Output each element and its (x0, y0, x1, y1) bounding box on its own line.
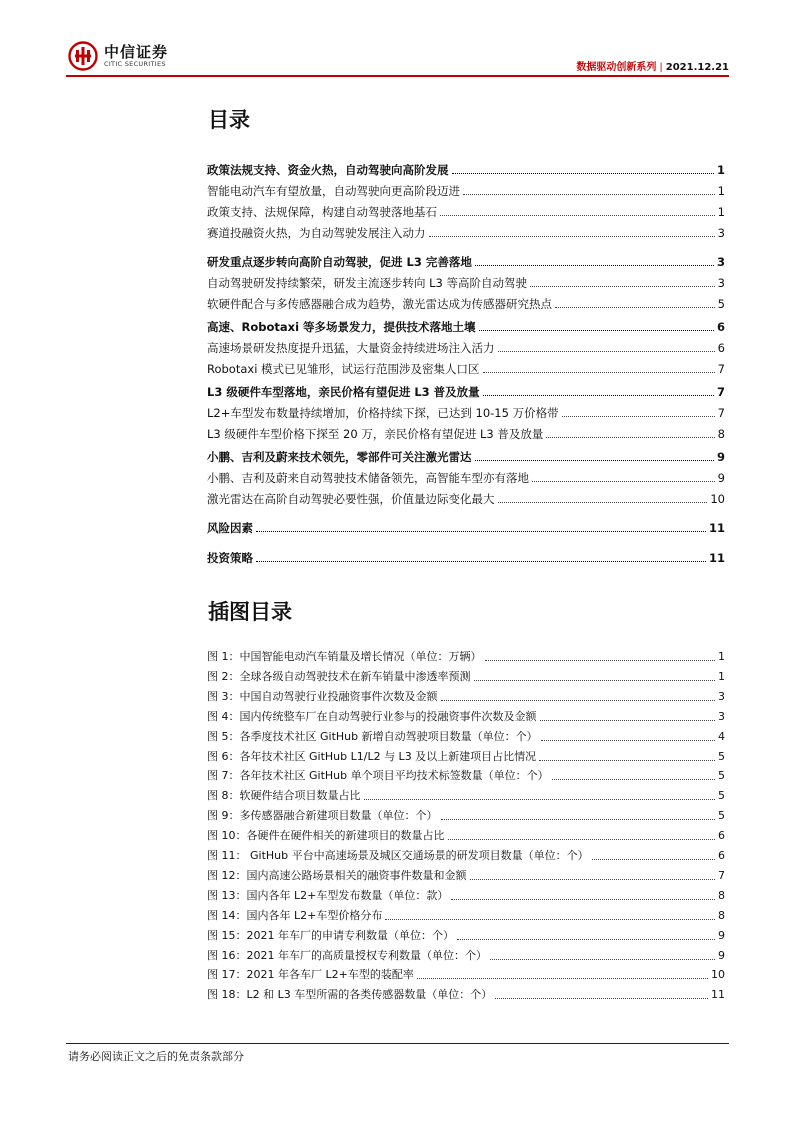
figure-entry-label: 图 15：2021 年车厂的申请专利数量（单位：个） (207, 928, 454, 942)
figure-entry-page-number: 6 (718, 829, 725, 843)
dot-leader (483, 395, 714, 396)
toc-subsection-label: 赛道投融资火热，为自动驾驶发展注入动力 (207, 226, 426, 240)
dot-leader (475, 265, 714, 266)
toc-section-label: 小鹏、吉利及蔚来技术领先，零部件可关注激光雷达 (207, 450, 472, 464)
figures-title: 插图目录 (208, 600, 292, 624)
toc-subsection[interactable] (207, 426, 725, 442)
figure-entry[interactable] (207, 709, 725, 725)
figure-entry[interactable] (207, 908, 725, 924)
toc-section-label: 研发重点逐步转向高阶自动驾驶，促进 L3 完善落地 (207, 255, 472, 269)
toc-section[interactable] (207, 254, 725, 270)
toc-subsection-label: 智能电动汽车有望放量，自动驾驶向更高阶段迈进 (207, 184, 460, 198)
dot-leader (448, 839, 716, 840)
toc-subsection-page-number: 7 (717, 362, 725, 376)
figure-entry[interactable] (207, 928, 725, 944)
figure-entry-page-number: 5 (718, 749, 725, 763)
dot-leader (256, 531, 706, 532)
dot-leader (429, 236, 715, 237)
dot-leader (498, 351, 715, 352)
toc-subsection-page-number: 1 (717, 184, 725, 198)
citic-logo-icon (68, 41, 98, 71)
dot-leader (555, 307, 715, 308)
figure-entry-page-number: 8 (718, 908, 725, 922)
toc-subsection-label: 软硬件配合与多传感器融合成为趋势，激光雷达成为传感器研究热点 (207, 297, 552, 311)
dot-leader (498, 502, 708, 503)
toc-section[interactable] (207, 520, 725, 536)
figure-entry-page-number: 1 (718, 650, 725, 663)
dot-leader (441, 700, 716, 701)
toc-subsection[interactable] (207, 470, 725, 486)
dot-leader (541, 740, 715, 741)
page-header (0, 0, 793, 80)
figure-entry[interactable] (207, 987, 725, 1003)
figure-entry-label: 图 5：各季度技术社区 GitHub 新增自动驾驶项目数量（单位：个） (207, 729, 538, 743)
figure-entry-page-number: 1 (718, 669, 725, 683)
figure-entry-label: 图 7：各年技术社区 GitHub 单个项目平均技术标签数量（单位：个） (207, 769, 549, 783)
figure-entry[interactable] (207, 888, 725, 904)
figure-entry[interactable] (207, 948, 725, 964)
footer-disclaimer: 请务必阅读正文之后的免责条款部分 (68, 1050, 244, 1063)
figure-entry-label: 图 13：国内各年 L2+车型发布数量（单位：款） (207, 888, 449, 902)
figure-entry[interactable] (207, 649, 725, 665)
dot-leader (592, 859, 715, 860)
toc-subsection-label: L2+车型发布数量持续增加，价格持续下探，已达到 10-15 万价格带 (207, 406, 559, 420)
dot-leader (475, 460, 714, 461)
figure-entry-label: 图 1：中国智能电动汽车销量及增长情况（单位：万辆） (207, 650, 482, 663)
dot-leader (490, 959, 715, 960)
figure-entry-label: 图 16：2021 年车厂的高质量授权专利数量（单位：个） (207, 948, 487, 962)
toc-subsection-page-number: 7 (717, 406, 725, 420)
toc-subsection-page-number: 3 (717, 276, 725, 290)
toc-subsection[interactable] (207, 204, 725, 220)
figure-entry[interactable] (207, 808, 725, 824)
figure-entry-page-number: 3 (718, 689, 725, 703)
figure-entry[interactable] (207, 967, 725, 983)
toc-subsection-label: L3 级硬件车型价格下探至 20 万，亲民价格有望促进 L3 普及放量 (207, 427, 544, 441)
dot-leader (441, 819, 716, 820)
figure-entry[interactable] (207, 848, 725, 864)
figure-entry-page-number: 7 (718, 868, 725, 882)
toc-subsection[interactable] (207, 361, 725, 377)
figure-entry-page-number: 9 (718, 928, 725, 942)
toc-subsection[interactable] (207, 183, 725, 199)
toc-section[interactable] (207, 162, 725, 178)
toc-subsection[interactable] (207, 405, 725, 421)
toc-section-page-number: 6 (716, 320, 725, 334)
toc-subsection-label: 自动驾驶研发持续繁荣，研发主流逐步转向 L3 等高阶自动驾驶 (207, 276, 528, 290)
figure-entry-label: 图 9：多传感器融合新建项目数量（单位：个） (207, 809, 438, 823)
dot-leader (385, 919, 715, 920)
toc-section-page-number: 11 (708, 521, 725, 535)
figure-entry-page-number: 9 (718, 948, 725, 962)
toc-subsection[interactable] (207, 296, 725, 312)
figure-entry-label: 图 14：国内各年 L2+车型价格分布 (207, 908, 383, 922)
toc-subsection-page-number: 10 (710, 492, 725, 506)
dot-leader (457, 939, 715, 940)
figure-entry[interactable] (207, 868, 725, 884)
toc-subsection-page-number: 6 (717, 341, 725, 355)
toc-subsection[interactable] (207, 491, 725, 507)
dot-leader (417, 978, 708, 979)
report-series (576, 58, 729, 73)
figure-entry[interactable] (207, 729, 725, 745)
series-name: 数据驱动创新系列 (576, 62, 657, 73)
dot-leader (451, 899, 715, 900)
dot-leader (530, 286, 715, 287)
toc-section-label: L3 级硬件车型落地，亲民价格有望促进 L3 普及放量 (207, 385, 480, 399)
citic-logo (68, 40, 168, 72)
dot-leader (562, 416, 715, 417)
toc-section-page-number: 1 (716, 163, 725, 177)
toc-subsection-label: 激光雷达在高阶自动驾驶必要性强，价值量边际变化最大 (207, 492, 495, 506)
figure-entry-label: 图 6：各年技术社区 GitHub L1/L2 与 L3 及以上新建项目占比情况 (207, 749, 537, 763)
figure-entry-page-number: 11 (711, 988, 725, 1002)
toc-subsection-label: Robotaxi 模式已见雏形，试运行范围涉及密集人口区 (207, 362, 480, 376)
dot-leader (483, 372, 715, 373)
figure-entry[interactable] (207, 689, 725, 705)
footer-divider (66, 1043, 729, 1044)
figure-entry-label: 图 11： GitHub 平台中高速场景及城区交通场景的研发项目数量（单位：个） (207, 849, 589, 862)
logo-chinese-name: 中信证券 (104, 42, 169, 61)
toc-section-label: 高速、Robotaxi 等多场景发力，提供技术落地土壤 (207, 320, 476, 334)
report-date: 2021.12.21 (665, 62, 729, 73)
figure-entry-page-number: 5 (718, 789, 725, 803)
figure-entry-label: 图 4：国内传统整车厂在自动驾驶行业参与的投融资事件次数及金额 (207, 709, 537, 723)
toc-subsection-label: 高速场景研发热度提升迅猛，大量资金持续进场注入活力 (207, 341, 495, 355)
dot-leader (440, 215, 715, 216)
figure-entry-page-number: 8 (718, 888, 725, 902)
dot-leader (256, 561, 706, 562)
toc-section-page-number: 7 (716, 385, 725, 399)
dot-leader (463, 194, 715, 195)
figure-entry-page-number: 4 (718, 729, 725, 743)
figure-entry-page-number: 3 (718, 709, 725, 723)
toc-subsection-label: 政策支持、法规保障，构建自动驾驶落地基石 (207, 205, 437, 219)
figure-entry[interactable] (207, 669, 725, 685)
toc-section-page-number: 9 (716, 450, 725, 464)
figure-entry-label: 图 2：全球各级自动驾驶技术在新车销量中渗透率预测 (207, 669, 471, 683)
figure-entry-label: 图 8：软硬件结合项目数量占比 (207, 789, 361, 803)
dot-leader (452, 173, 714, 174)
dot-leader (539, 760, 715, 761)
toc-section[interactable] (207, 319, 725, 335)
toc-subsection-page-number: 5 (717, 297, 725, 311)
dot-leader (479, 330, 714, 331)
toc-subsection-page-number: 3 (717, 226, 725, 240)
series-separator: | (659, 62, 663, 73)
figure-entry-label: 图 3：中国自动驾驶行业投融资事件次数及金额 (207, 689, 438, 703)
logo-english-name: CITIC SECURITIES (104, 59, 166, 68)
dot-leader (485, 660, 716, 661)
dot-leader (495, 998, 708, 999)
header-divider (66, 75, 729, 77)
toc-subsection[interactable] (207, 275, 725, 291)
toc-section-label: 政策法规支持、资金火热，自动驾驶向高阶发展 (207, 163, 449, 177)
dot-leader (546, 437, 714, 438)
toc-subsection-page-number: 1 (717, 205, 725, 219)
dot-leader (474, 680, 716, 681)
toc-section-label: 风险因素 (207, 521, 253, 535)
figure-entry[interactable] (207, 768, 725, 784)
toc-section[interactable] (207, 550, 725, 566)
toc-subsection-page-number: 8 (717, 427, 725, 441)
toc-subsection[interactable] (207, 340, 725, 356)
toc-subsection[interactable] (207, 225, 725, 241)
figure-entry[interactable] (207, 828, 725, 844)
toc-section-page-number: 3 (716, 255, 725, 269)
toc-section-label: 投资策略 (207, 551, 253, 565)
dot-leader (552, 779, 715, 780)
toc-title: 目录 (208, 108, 250, 132)
toc-subsection-label: 小鹏、吉利及蔚来自动驾驶技术储备领先，高智能车型亦有落地 (207, 471, 529, 485)
figure-entry-label: 图 18：L2 和 L3 车型所需的各类传感器数量（单位：个） (207, 988, 493, 1002)
figure-entry-page-number: 10 (711, 968, 725, 982)
figure-entry-page-number: 5 (718, 809, 725, 823)
figure-entry[interactable] (207, 749, 725, 765)
dot-leader (532, 481, 715, 482)
dot-leader (364, 799, 716, 800)
figure-entry-label: 图 17：2021 年各车厂 L2+车型的装配率 (207, 968, 414, 982)
dot-leader (470, 879, 716, 880)
toc-section[interactable] (207, 384, 725, 400)
figure-entry-label: 图 12：国内高速公路场景相关的融资事件数量和金额 (207, 868, 467, 882)
toc-section[interactable] (207, 449, 725, 465)
toc-subsection-page-number: 9 (717, 471, 725, 485)
figure-entry-label: 图 10：各硬件在硬件相关的新建项目的数量占比 (207, 829, 445, 843)
toc-section-page-number: 11 (708, 551, 725, 565)
figure-entry-page-number: 5 (718, 769, 725, 783)
dot-leader (540, 720, 716, 721)
figure-entry[interactable] (207, 788, 725, 804)
figure-entry-page-number: 6 (718, 849, 725, 862)
